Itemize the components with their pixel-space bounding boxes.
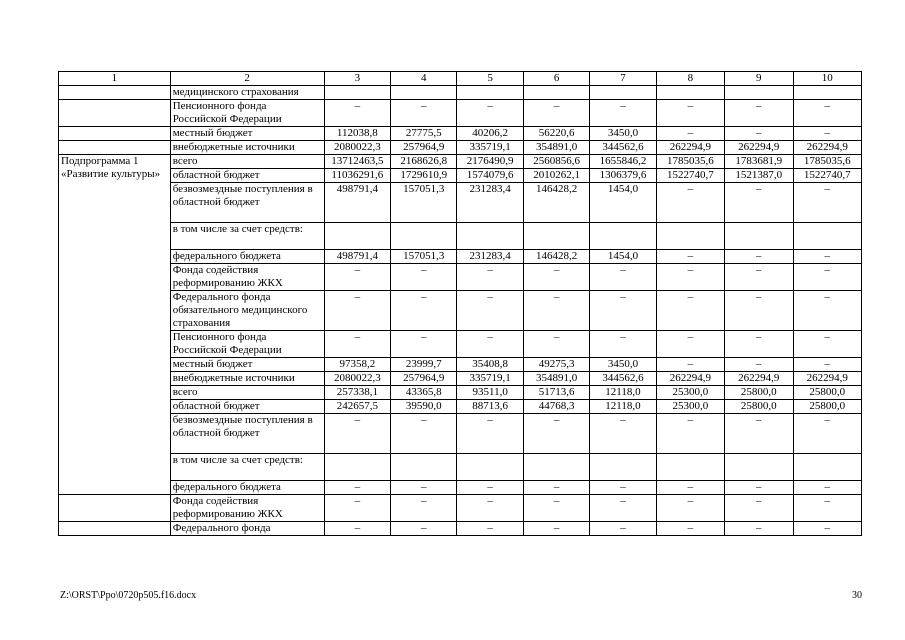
value-cell: 93511,0 xyxy=(457,386,523,400)
value-cell: 157051,3 xyxy=(391,250,457,264)
table-row xyxy=(59,183,862,223)
value-cell: – xyxy=(590,522,656,536)
value-cell: 242657,5 xyxy=(324,400,390,414)
table-row xyxy=(59,358,862,372)
value-cell: 257964,9 xyxy=(391,372,457,386)
table-header-row xyxy=(59,72,862,86)
value-cell: – xyxy=(793,264,861,291)
value-cell: 12118,0 xyxy=(590,400,656,414)
value-cell: – xyxy=(391,100,457,127)
value-cell: – xyxy=(793,481,861,495)
value-cell xyxy=(457,223,523,250)
value-cell: – xyxy=(725,100,793,127)
value-cell: 11036291,6 xyxy=(324,169,390,183)
source-cell: местный бюджет xyxy=(170,127,324,141)
value-cell xyxy=(590,86,656,100)
table-row xyxy=(59,127,862,141)
value-cell: 25300,0 xyxy=(656,386,724,400)
value-cell: 27775,5 xyxy=(391,127,457,141)
value-cell: 1522740,7 xyxy=(793,169,861,183)
value-cell: – xyxy=(457,522,523,536)
column-header: 4 xyxy=(391,72,457,86)
value-cell: 1522740,7 xyxy=(656,169,724,183)
value-cell: – xyxy=(324,495,390,522)
value-cell: 2010262,1 xyxy=(523,169,589,183)
value-cell xyxy=(391,223,457,250)
value-cell xyxy=(523,86,589,100)
value-cell: 97358,2 xyxy=(324,358,390,372)
value-cell: – xyxy=(457,481,523,495)
value-cell: 498791,4 xyxy=(324,183,390,223)
source-cell: федерального бюджета xyxy=(170,481,324,495)
value-cell: 344562,6 xyxy=(590,141,656,155)
value-cell: – xyxy=(656,264,724,291)
value-cell: 12118,0 xyxy=(590,386,656,400)
value-cell: – xyxy=(523,291,589,331)
value-cell: 1729610,9 xyxy=(391,169,457,183)
budget-table xyxy=(58,71,862,536)
value-cell: – xyxy=(523,522,589,536)
value-cell xyxy=(523,454,589,481)
source-cell: Фонда содействия реформированию ЖКХ xyxy=(170,495,324,522)
value-cell: – xyxy=(725,183,793,223)
value-cell: – xyxy=(656,331,724,358)
value-cell xyxy=(793,454,861,481)
source-cell: Федерального фонда обязательного медицинского страхования xyxy=(170,291,324,331)
value-cell: 1454,0 xyxy=(590,183,656,223)
column-header: 1 xyxy=(59,72,171,86)
value-cell: – xyxy=(324,522,390,536)
value-cell: – xyxy=(725,264,793,291)
column-header: 10 xyxy=(793,72,861,86)
value-cell: – xyxy=(656,522,724,536)
value-cell: 25800,0 xyxy=(725,400,793,414)
value-cell: – xyxy=(590,291,656,331)
value-cell: 49275,3 xyxy=(523,358,589,372)
value-cell: – xyxy=(457,100,523,127)
value-cell: – xyxy=(457,264,523,291)
value-cell: – xyxy=(523,264,589,291)
source-cell: всего xyxy=(170,155,324,169)
column-header: 8 xyxy=(656,72,724,86)
value-cell: – xyxy=(391,291,457,331)
value-cell: 25800,0 xyxy=(725,386,793,400)
value-cell: 3450,0 xyxy=(590,127,656,141)
value-cell xyxy=(324,454,390,481)
value-cell xyxy=(391,454,457,481)
value-cell: – xyxy=(590,264,656,291)
value-cell: 1783681,9 xyxy=(725,155,793,169)
value-cell xyxy=(656,86,724,100)
value-cell: – xyxy=(523,495,589,522)
value-cell: – xyxy=(391,331,457,358)
table-row xyxy=(59,372,862,386)
value-cell xyxy=(725,223,793,250)
column-header: 7 xyxy=(590,72,656,86)
value-cell: 262294,9 xyxy=(725,141,793,155)
value-cell: 40206,2 xyxy=(457,127,523,141)
program-cell xyxy=(59,522,171,536)
column-header: 9 xyxy=(725,72,793,86)
value-cell: 344562,6 xyxy=(590,372,656,386)
value-cell: 25800,0 xyxy=(793,386,861,400)
value-cell: – xyxy=(656,481,724,495)
program-cell xyxy=(59,127,171,141)
source-cell: внебюджетные источники xyxy=(170,141,324,155)
table-row xyxy=(59,86,862,100)
table-row xyxy=(59,414,862,454)
value-cell: 157051,3 xyxy=(391,183,457,223)
value-cell: 231283,4 xyxy=(457,250,523,264)
value-cell: – xyxy=(391,495,457,522)
value-cell: – xyxy=(793,100,861,127)
value-cell: 262294,9 xyxy=(656,141,724,155)
value-cell: – xyxy=(793,127,861,141)
value-cell: – xyxy=(793,250,861,264)
value-cell: – xyxy=(523,331,589,358)
program-cell xyxy=(59,141,171,155)
source-cell: областной бюджет xyxy=(170,169,324,183)
value-cell: 231283,4 xyxy=(457,183,523,223)
value-cell: – xyxy=(324,264,390,291)
value-cell: – xyxy=(725,414,793,454)
value-cell: 2176490,9 xyxy=(457,155,523,169)
value-cell: 3450,0 xyxy=(590,358,656,372)
value-cell: – xyxy=(391,414,457,454)
source-cell: в том числе за счет средств: xyxy=(170,454,324,481)
table-row xyxy=(59,141,862,155)
value-cell: – xyxy=(590,100,656,127)
table-row xyxy=(59,100,862,127)
value-cell: – xyxy=(656,495,724,522)
value-cell: – xyxy=(656,250,724,264)
value-cell xyxy=(725,86,793,100)
value-cell: 56220,6 xyxy=(523,127,589,141)
column-header: 2 xyxy=(170,72,324,86)
source-cell: областной бюджет xyxy=(170,400,324,414)
value-cell: – xyxy=(725,331,793,358)
value-cell: 2560856,6 xyxy=(523,155,589,169)
value-cell: – xyxy=(793,291,861,331)
value-cell: – xyxy=(656,100,724,127)
value-cell: – xyxy=(725,250,793,264)
value-cell: – xyxy=(656,183,724,223)
value-cell: – xyxy=(590,481,656,495)
source-cell: федерального бюджета xyxy=(170,250,324,264)
table-row xyxy=(59,400,862,414)
value-cell: – xyxy=(391,522,457,536)
value-cell: – xyxy=(725,358,793,372)
value-cell: – xyxy=(523,414,589,454)
value-cell: – xyxy=(725,127,793,141)
value-cell: – xyxy=(324,481,390,495)
table-row xyxy=(59,331,862,358)
table-row xyxy=(59,223,862,250)
value-cell: – xyxy=(793,414,861,454)
program-cell: Подпрограмма 1 «Развитие культуры» xyxy=(59,155,171,495)
value-cell: 262294,9 xyxy=(656,372,724,386)
value-cell: – xyxy=(324,291,390,331)
table-row xyxy=(59,454,862,481)
value-cell: 354891,0 xyxy=(523,372,589,386)
table-row xyxy=(59,522,862,536)
value-cell: – xyxy=(656,414,724,454)
table-row xyxy=(59,250,862,264)
table-row xyxy=(59,386,862,400)
value-cell: – xyxy=(725,495,793,522)
table-row xyxy=(59,495,862,522)
value-cell: – xyxy=(457,331,523,358)
value-cell: – xyxy=(523,481,589,495)
program-cell xyxy=(59,100,171,127)
source-cell: Пенсионного фонда Российской Федерации xyxy=(170,331,324,358)
value-cell: 498791,4 xyxy=(324,250,390,264)
source-cell: внебюджетные источники xyxy=(170,372,324,386)
program-cell xyxy=(59,86,171,100)
source-cell: местный бюджет xyxy=(170,358,324,372)
column-header: 3 xyxy=(324,72,390,86)
source-cell: всего xyxy=(170,386,324,400)
source-cell: Фонда содействия реформированию ЖКХ xyxy=(170,264,324,291)
value-cell: – xyxy=(457,414,523,454)
value-cell xyxy=(324,86,390,100)
value-cell xyxy=(590,223,656,250)
value-cell: 2080022,3 xyxy=(324,141,390,155)
value-cell: 1785035,6 xyxy=(656,155,724,169)
value-cell: 2168626,8 xyxy=(391,155,457,169)
value-cell: 44768,3 xyxy=(523,400,589,414)
value-cell: 335719,1 xyxy=(457,372,523,386)
value-cell: 88713,6 xyxy=(457,400,523,414)
value-cell: 35408,8 xyxy=(457,358,523,372)
table-row xyxy=(59,155,862,169)
value-cell: 25300,0 xyxy=(656,400,724,414)
value-cell: – xyxy=(457,291,523,331)
value-cell xyxy=(656,223,724,250)
value-cell: – xyxy=(793,495,861,522)
value-cell: – xyxy=(793,358,861,372)
page-number: 30 xyxy=(852,590,862,601)
value-cell: 1574079,6 xyxy=(457,169,523,183)
value-cell: – xyxy=(590,331,656,358)
table-row xyxy=(59,264,862,291)
value-cell: – xyxy=(725,481,793,495)
program-cell xyxy=(59,495,171,522)
source-cell: Федерального фонда xyxy=(170,522,324,536)
value-cell: – xyxy=(656,358,724,372)
value-cell xyxy=(793,223,861,250)
value-cell: – xyxy=(391,264,457,291)
source-cell: Пенсионного фонда Российской Федерации xyxy=(170,100,324,127)
value-cell: 335719,1 xyxy=(457,141,523,155)
value-cell: – xyxy=(324,331,390,358)
value-cell xyxy=(523,223,589,250)
source-cell: в том числе за счет средств: xyxy=(170,223,324,250)
source-cell: безвозмездные поступления в областной бюджет xyxy=(170,183,324,223)
value-cell: – xyxy=(590,414,656,454)
table-row xyxy=(59,169,862,183)
table-row xyxy=(59,481,862,495)
value-cell: 354891,0 xyxy=(523,141,589,155)
value-cell xyxy=(457,86,523,100)
value-cell: 1454,0 xyxy=(590,250,656,264)
value-cell: 25800,0 xyxy=(793,400,861,414)
value-cell: – xyxy=(725,291,793,331)
value-cell: – xyxy=(391,481,457,495)
value-cell: – xyxy=(457,495,523,522)
source-cell: медицинского страхования xyxy=(170,86,324,100)
value-cell: 51713,6 xyxy=(523,386,589,400)
value-cell: – xyxy=(324,414,390,454)
value-cell: 13712463,5 xyxy=(324,155,390,169)
value-cell: – xyxy=(656,291,724,331)
value-cell xyxy=(590,454,656,481)
value-cell: 257338,1 xyxy=(324,386,390,400)
value-cell xyxy=(656,454,724,481)
value-cell: – xyxy=(793,183,861,223)
value-cell: 257964,9 xyxy=(391,141,457,155)
source-cell: безвозмездные поступления в областной бюджет xyxy=(170,414,324,454)
value-cell xyxy=(324,223,390,250)
value-cell: 146428,2 xyxy=(523,183,589,223)
value-cell: – xyxy=(324,100,390,127)
document-path: Z:\ORST\Ppo\0720p505.f16.docx xyxy=(60,590,197,601)
value-cell xyxy=(457,454,523,481)
value-cell: 262294,9 xyxy=(793,141,861,155)
column-header: 5 xyxy=(457,72,523,86)
value-cell: – xyxy=(793,522,861,536)
value-cell: 1785035,6 xyxy=(793,155,861,169)
value-cell xyxy=(725,454,793,481)
value-cell: – xyxy=(725,522,793,536)
table-row xyxy=(59,291,862,331)
value-cell: 146428,2 xyxy=(523,250,589,264)
column-header: 6 xyxy=(523,72,589,86)
value-cell: 112038,8 xyxy=(324,127,390,141)
value-cell: 23999,7 xyxy=(391,358,457,372)
value-cell xyxy=(391,86,457,100)
value-cell: – xyxy=(793,331,861,358)
value-cell: 1521387,0 xyxy=(725,169,793,183)
value-cell: – xyxy=(656,127,724,141)
value-cell: 1655846,2 xyxy=(590,155,656,169)
value-cell xyxy=(793,86,861,100)
value-cell: 2080022,3 xyxy=(324,372,390,386)
value-cell: 1306379,6 xyxy=(590,169,656,183)
value-cell: 262294,9 xyxy=(793,372,861,386)
value-cell: 262294,9 xyxy=(725,372,793,386)
value-cell: – xyxy=(523,100,589,127)
value-cell: 39590,0 xyxy=(391,400,457,414)
value-cell: 43365,8 xyxy=(391,386,457,400)
value-cell: – xyxy=(590,495,656,522)
